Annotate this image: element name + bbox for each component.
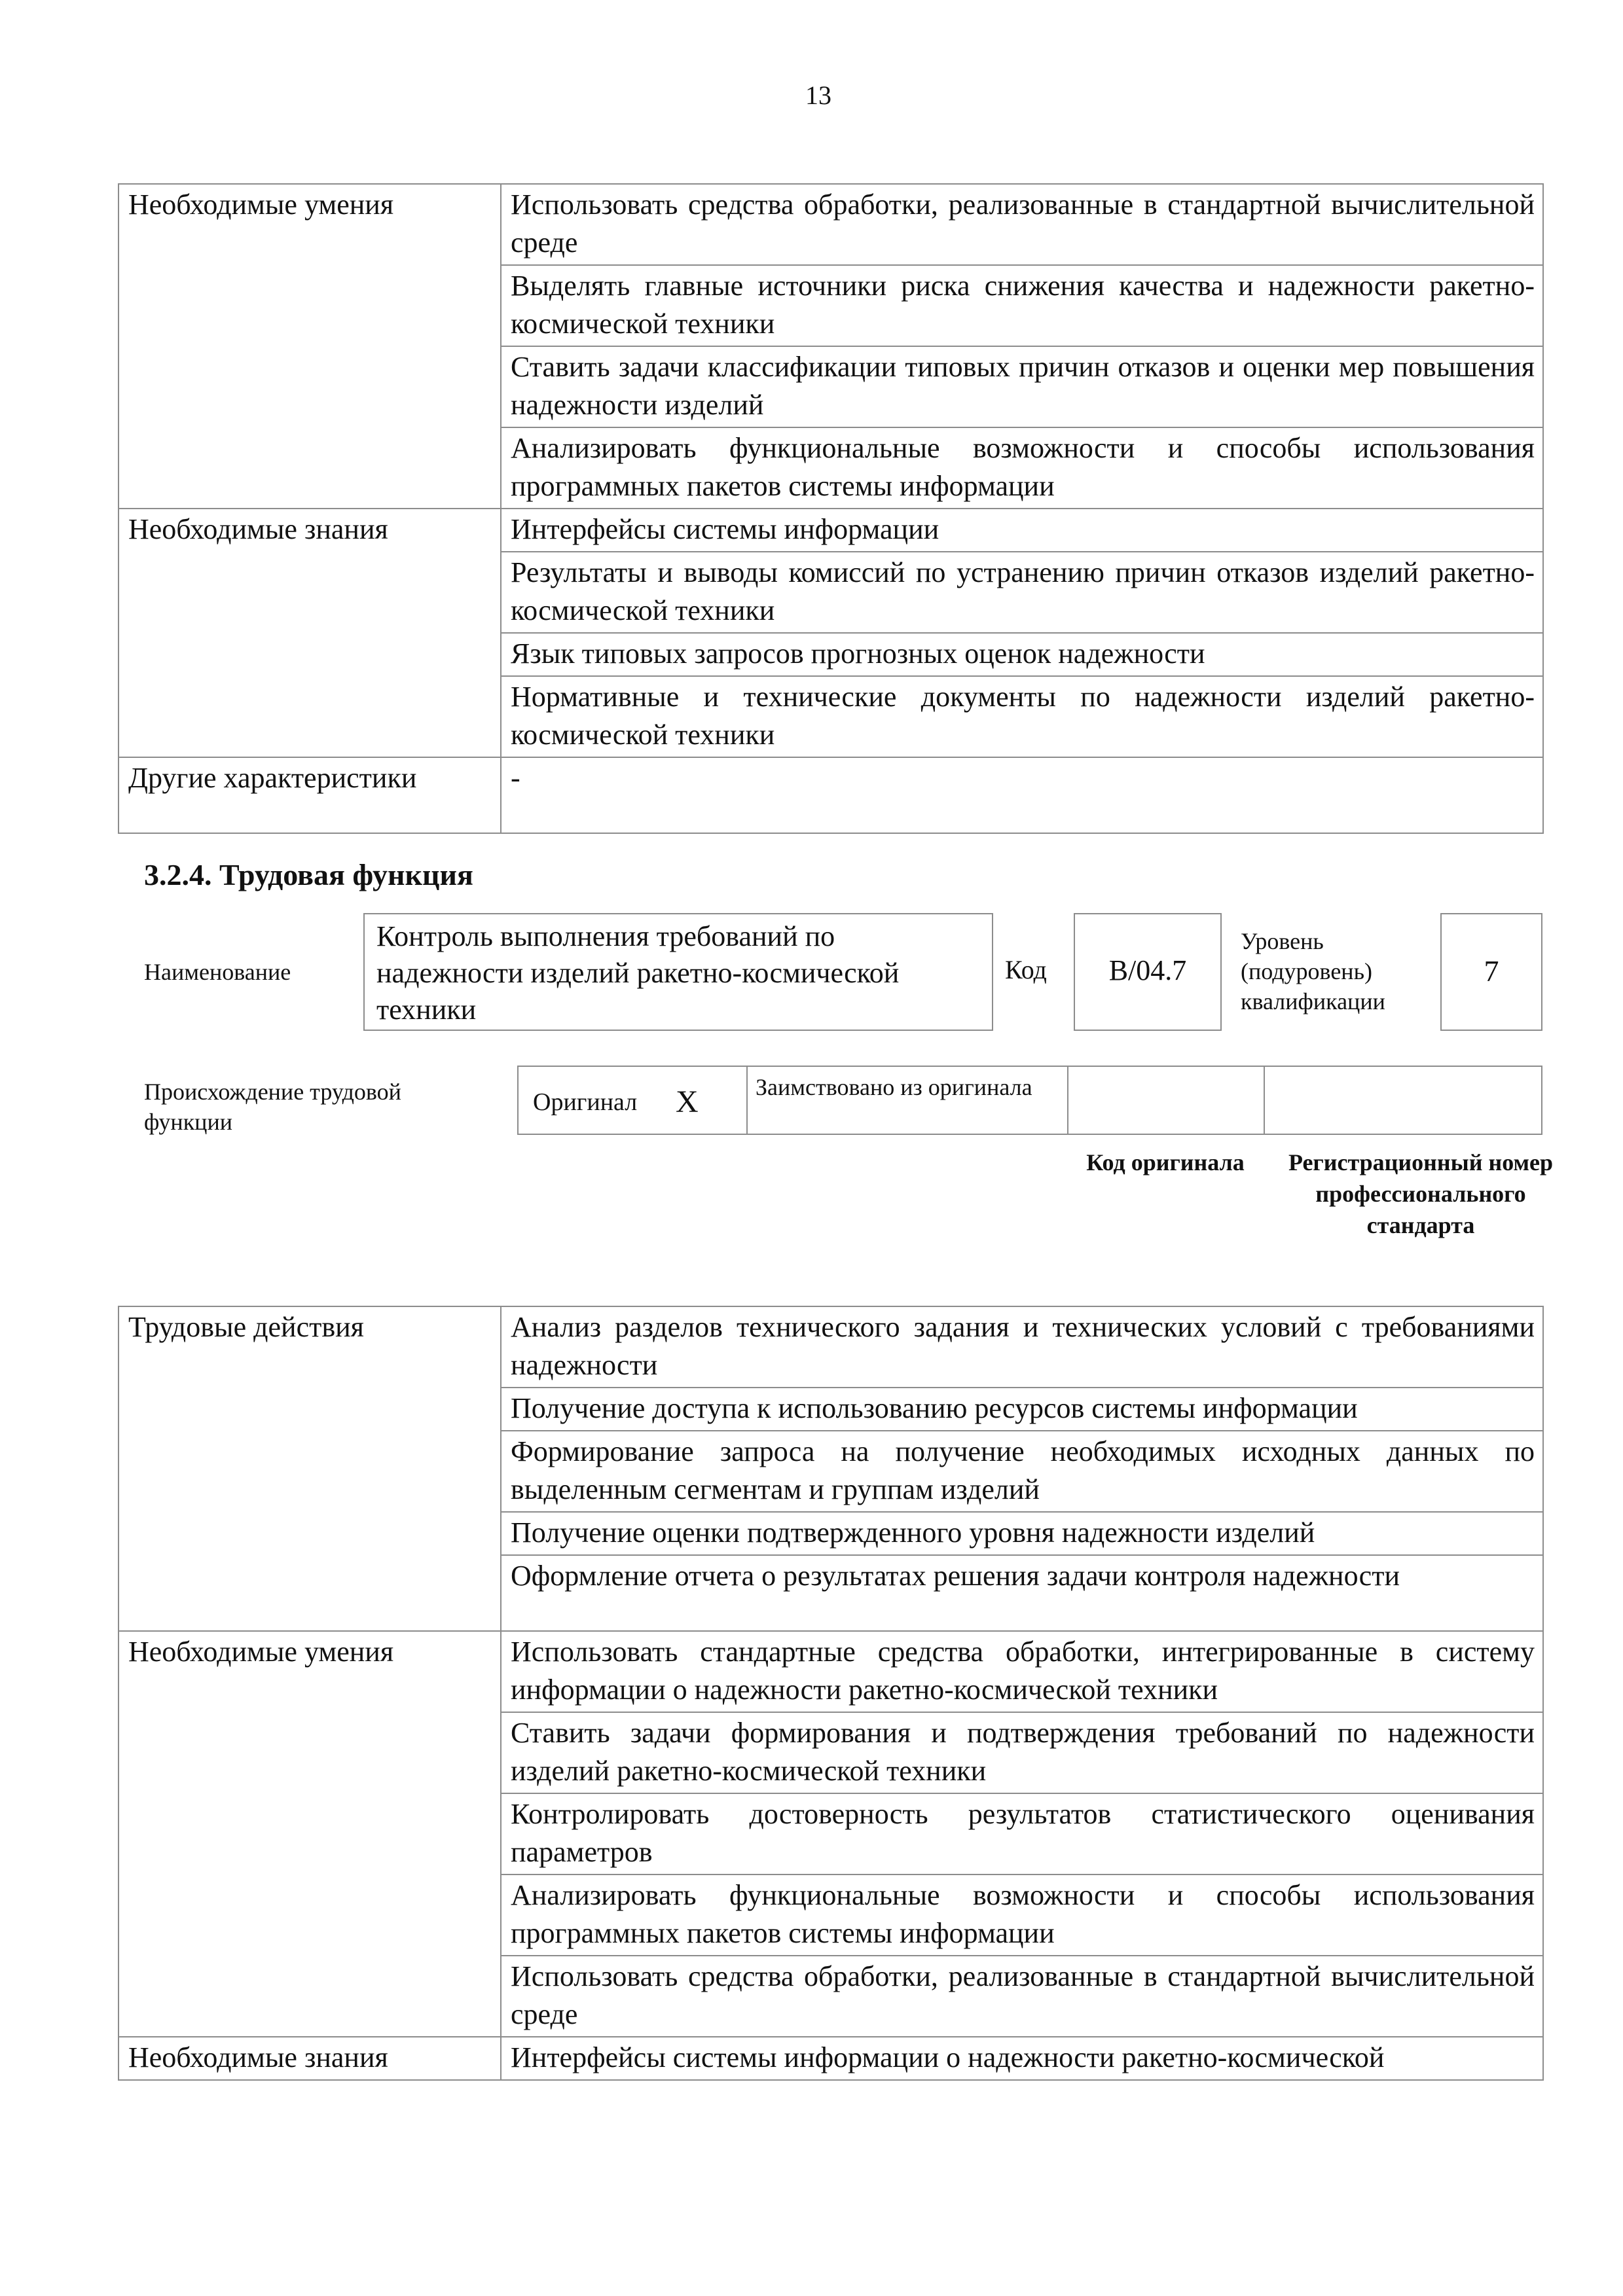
row-label-other: Другие характеристики [119, 757, 501, 833]
table-row [119, 1631, 1543, 1712]
page-number: 13 [805, 81, 831, 110]
function-name-box: Контроль выполнения требований по надежности изделий ракетно-космической техники [363, 913, 993, 1031]
list-item: Формирование запроса на получение необходимых исходных данных по выделенным сегментам и группам изделий [501, 1431, 1543, 1512]
table-row [119, 1306, 1543, 1388]
list-item: Получение доступа к использованию ресурсов системы информации [501, 1388, 1543, 1431]
function-code-box: B/04.7 [1074, 913, 1222, 1031]
list-item: Анализировать функциональные возможности и способы использования программных пакетов системы информации [501, 427, 1543, 509]
list-item: Контролировать достоверность результатов статистического оценивания параметров [501, 1793, 1543, 1874]
list-item: Ставить задачи классификации типовых причин отказов и оценки мер повышения надежности изделий [501, 346, 1543, 427]
list-item: Анализировать функциональные возможности и способы использования программных пакетов системы информации [501, 1874, 1543, 1956]
table-row [119, 509, 1543, 552]
name-label: Наименование [144, 959, 291, 985]
code-label: Код [1005, 955, 1047, 984]
requirements-table-continued [118, 183, 1544, 834]
caption-registration-number: Регистрационный номер профессионального стандарта [1288, 1149, 1554, 1238]
list-item: Использовать стандартные средства обработки, интегрированные в систему информации о надежности ракетно-космической техники [501, 1631, 1543, 1712]
original-mark: X [676, 1085, 699, 1119]
table-row [119, 757, 1543, 833]
origin-original-cell [519, 1067, 748, 1134]
row-label-skills: Необходимые умения [119, 184, 501, 509]
row-label-knowledge: Необходимые знания [119, 2037, 501, 2080]
original-label: Оригинал [533, 1088, 638, 1116]
origin-code-cell [1068, 1067, 1265, 1134]
row-label-actions: Трудовые действия [119, 1306, 501, 1631]
list-item: - [501, 757, 1543, 833]
origin-borrowed-cell [748, 1067, 1068, 1134]
list-item: Получение оценки подтвержденного уровня надежности изделий [501, 1512, 1543, 1555]
list-item: Интерфейсы системы информации о надежности ракетно-космической [501, 2037, 1543, 2080]
list-item: Анализ разделов технического задания и технических условий с требованиями надежности [501, 1306, 1543, 1388]
list-item: Результаты и выводы комиссий по устранению причин отказов изделий ракетно-космической техники [501, 552, 1543, 633]
borrowed-label: Заимствовано из оригинала [756, 1074, 1032, 1100]
origin-row [517, 1066, 1542, 1135]
origin-reg-number-cell [1265, 1067, 1541, 1134]
list-item: Язык типовых запросов прогнозных оценок надежности [501, 633, 1543, 676]
table-row [119, 2037, 1543, 2080]
list-item: Интерфейсы системы информации [501, 509, 1543, 552]
level-value-box: 7 [1440, 913, 1542, 1031]
list-item: Использовать средства обработки, реализованные в стандартной вычислительной среде [501, 184, 1543, 265]
list-item: Ставить задачи формирования и подтверждения требований по надежности изделий ракетно-космической техники [501, 1712, 1543, 1793]
list-item: Оформление отчета о результатах решения задачи контроля надежности [501, 1555, 1543, 1631]
level-label: Уровень (подуровень) квалификации [1241, 928, 1385, 1014]
labor-function-table [118, 1306, 1544, 2081]
section-title: 3.2.4. Трудовая функция [144, 858, 473, 891]
list-item: Выделять главные источники риска снижения качества и надежности ракетно-космической техники [501, 265, 1543, 346]
row-label-knowledge: Необходимые знания [119, 509, 501, 757]
list-item: Нормативные и технические документы по надежности изделий ракетно-космической техники [501, 676, 1543, 757]
table-row [119, 184, 1543, 265]
list-item: Использовать средства обработки, реализованные в стандартной вычислительной среде [501, 1956, 1543, 2037]
origin-label: Происхождение трудовой функции [144, 1079, 401, 1135]
row-label-skills: Необходимые умения [119, 1631, 501, 2037]
caption-original-code: Код оригинала [1086, 1149, 1245, 1175]
